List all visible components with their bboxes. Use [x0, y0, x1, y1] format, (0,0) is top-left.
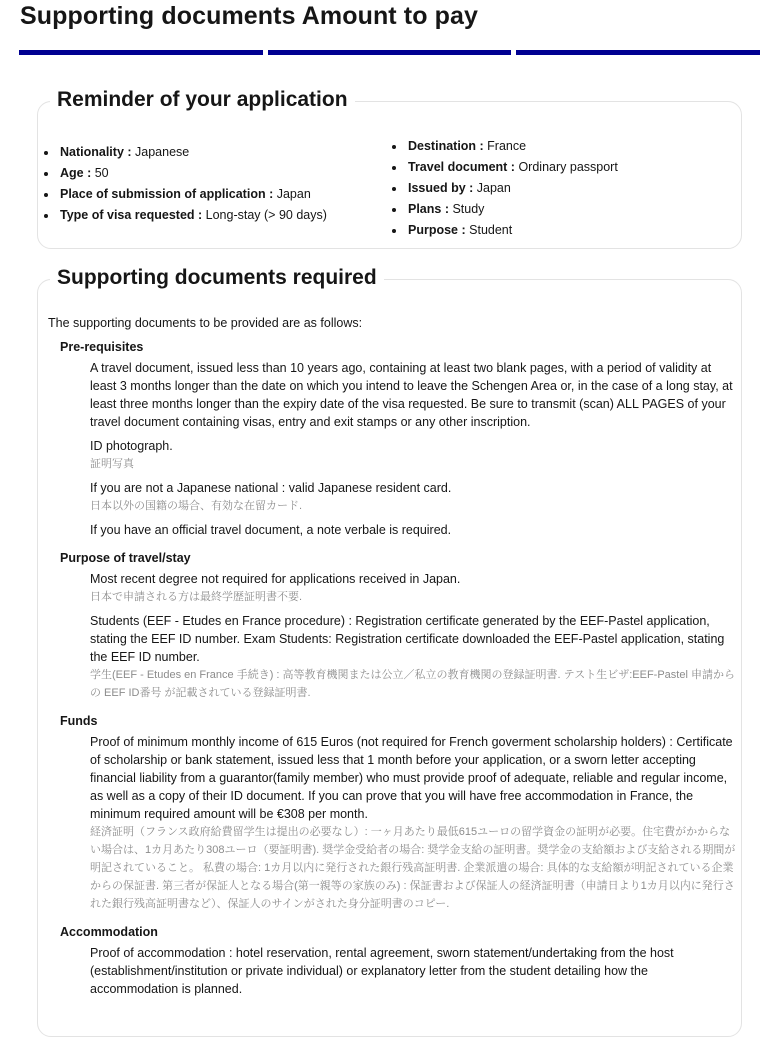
reminder-heading: Reminder of your application	[50, 88, 355, 112]
reminder-list-right	[392, 136, 618, 241]
reminder-item-value: Japan	[273, 187, 311, 201]
progress-stepper	[19, 50, 760, 55]
document-item	[90, 437, 736, 479]
document-item-text: Students (EEF - Etudes en France procedure) : Registration certificate generated by the EEF-Pastel application, stating the EEF ID number. Exam Students: Registration certificate downloaded the EEF-Pastel application, stating the EEF ID number.	[90, 614, 725, 664]
document-section-title: Funds	[60, 714, 98, 728]
reminder-list-left	[44, 142, 327, 226]
reminder-item-value: Long-stay (> 90 days)	[202, 208, 327, 222]
document-item	[90, 521, 736, 545]
reminder-item	[44, 142, 327, 163]
documents-heading: Supporting documents required	[50, 266, 384, 290]
reminder-item-value: Japanese	[131, 145, 190, 159]
reminder-item-label: Nationality :	[60, 145, 132, 159]
document-item-text: If you have an official travel document, a note verbale is required.	[90, 523, 452, 537]
reminder-item	[44, 205, 327, 226]
documents-intro: The supporting documents to be provided are as follows:	[48, 316, 363, 330]
reminder-item-label: Issued by :	[408, 181, 474, 195]
document-section-title: Purpose of travel/stay	[60, 551, 191, 565]
document-item-japanese-text: 証明写真	[90, 458, 134, 470]
reminder-item-label: Type of visa requested :	[60, 208, 203, 222]
document-item-japanese-text: 日本で申請される方は最終学歴証明書不要.	[90, 591, 303, 603]
reminder-item-value: Japan	[473, 181, 511, 195]
reminder-item-label: Plans :	[408, 202, 449, 216]
reminder-item-label: Place of submission of application :	[60, 187, 274, 201]
document-item	[90, 479, 736, 521]
stepper-step-3	[516, 50, 760, 55]
reminder-item-label: Age :	[60, 166, 92, 180]
reminder-item	[392, 220, 618, 241]
supporting-documents-card	[37, 266, 742, 1037]
document-item-text: Most recent degree not required for applications received in Japan.	[90, 572, 461, 586]
reminder-item-value: Ordinary passport	[514, 160, 618, 174]
document-item-text: A travel document, issued less than 10 years ago, containing at least two blank pages, with a period of validity at least 3 months longer than the date on which you intend to leave the Schengen Area or, in the case of a long stay, at least three months longer than the expiry date of the visa requested. Be sure to transmit (scan) ALL PAGES of your travel document containing visas, entry and exit stamps or any other inscription.	[90, 361, 733, 429]
document-item-text: Proof of accommodation : hotel reservation, rental agreement, sworn statement/undertaking from the host (establishment/institution or private individual) or explanatory letter from the student detailing how the accommodation is planned.	[90, 946, 674, 996]
page-title: Supporting documents Amount to pay	[20, 2, 479, 30]
reminder-item-value: France	[483, 139, 527, 153]
document-section	[60, 712, 736, 919]
document-item	[90, 570, 736, 612]
document-item	[90, 733, 736, 919]
document-section-title: Accommodation	[60, 925, 158, 939]
stepper-step-2	[268, 50, 512, 55]
document-item	[90, 944, 736, 1004]
reminder-item-value: Study	[449, 202, 485, 216]
document-section	[60, 549, 736, 708]
document-item	[90, 359, 736, 437]
reminder-item-label: Destination :	[408, 139, 484, 153]
reminder-item	[392, 178, 618, 199]
reminder-item	[392, 136, 618, 157]
reminder-item-label: Purpose :	[408, 223, 466, 237]
reminder-item-label: Travel document :	[408, 160, 515, 174]
reminder-item	[392, 199, 618, 220]
document-item-text: ID photograph.	[90, 439, 173, 453]
document-item-text: Proof of minimum monthly income of 615 Euros (not required for French goverment scholarship holders) : Certificate of scholarship or bank statement, issued less that 1 month before your application, or a sworn letter accepting financial liability from a guarantor(family member) who must provide proof of adequate, reliable and regular income, as well as a copy of their ID document. If you can prove that you will have free accommodation in France, the minimum required amount will be €308 per month.	[90, 735, 733, 821]
document-item-japanese-text: 学生(EEF - Etudes en France 手続き) : 高等教育機関または公立／私立の教育機関の登録証明書. テスト生ビザ:EEF-Pastel 申請からの EEF ID番号 が記載されている登録証明書.	[90, 669, 735, 699]
reminder-item	[392, 157, 618, 178]
application-reminder-card	[37, 88, 742, 249]
document-item-japanese-text: 経済証明（フランス政府給費留学生は提出の必要なし）: 一ヶ月あたり最低615ユーロの留学資金の証明が必要。住宅費がかからない場合は、1カ月あたり308ユーロ（要証明書). 奨学金受給者の場合: 奨学金支給の証明書。奨学金の支給額および支給される期間が明記されていること。 私費の場合: 1カ月以内に発行された銀行残高証明書. 企業派遣の場合: 具体的な支給額が明記されている企業からの保証書. 第三者が保証人となる場合(第一親等の家族のみ) : 保証書および保証人の経済証明書（申請日より1カ月以内に発行された銀行残高証明書など）、保証人のサインがされた身分証明書のコピー.	[90, 826, 736, 910]
reminder-item-value: Student	[465, 223, 513, 237]
document-item-text: If you are not a Japanese national : valid Japanese resident card.	[90, 481, 452, 495]
reminder-item-value: 50	[91, 166, 109, 180]
reminder-item	[44, 184, 327, 205]
stepper-step-1	[19, 50, 263, 55]
document-section	[60, 338, 736, 545]
document-section	[60, 923, 736, 1004]
reminder-item	[44, 163, 327, 184]
document-section-title: Pre-requisites	[60, 340, 144, 354]
document-item	[90, 612, 736, 708]
document-item-japanese-text: 日本以外の国籍の場合、有効な在留カード.	[90, 500, 303, 512]
documents-body	[60, 338, 736, 1008]
